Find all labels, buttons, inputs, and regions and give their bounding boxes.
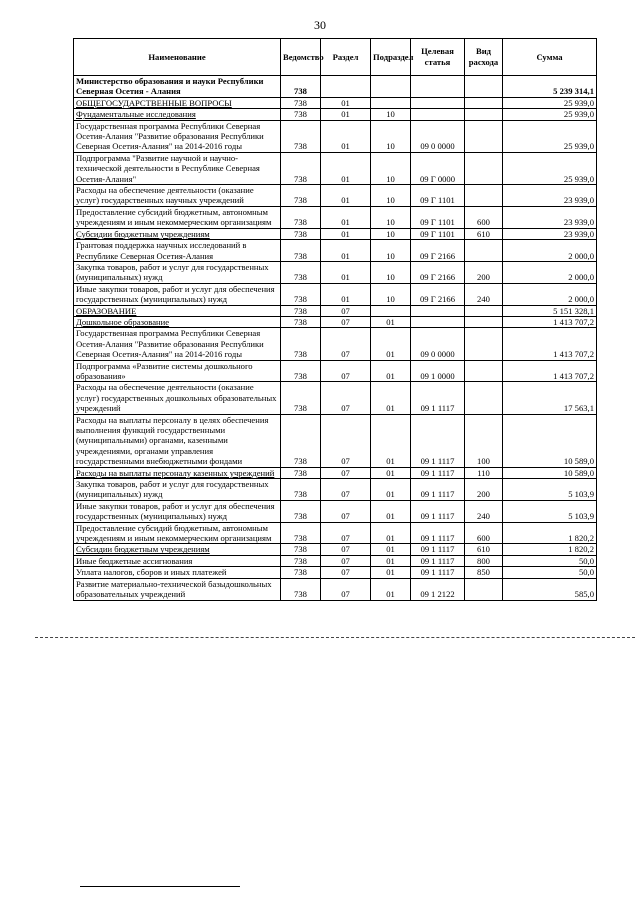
cell-name: Субсидии бюджетным учреждениям — [74, 544, 281, 555]
cell-dept: 738 — [281, 382, 321, 414]
cell-kind: 610 — [465, 228, 503, 239]
cell-subsection: 01 — [371, 316, 411, 327]
cell-sum: 23 939,0 — [503, 185, 597, 207]
cell-name: Дошкольное образование — [74, 316, 281, 327]
cell-subsection: 01 — [371, 500, 411, 522]
cell-target: 09 Г 2166 — [411, 240, 465, 262]
cell-name: Государственная программа Республики Северная Осетия-Алания "Развитие образования Республики Северная Осетия-Алания" на 2014-2016 годы — [74, 328, 281, 360]
cell-target: 09 0 0000 — [411, 120, 465, 152]
cell-sum: 23 939,0 — [503, 206, 597, 228]
cell-kind — [465, 97, 503, 108]
cell-kind — [465, 316, 503, 327]
cell-kind — [465, 120, 503, 152]
cell-target: 09 1 1117 — [411, 479, 465, 501]
cell-dept: 738 — [281, 522, 321, 544]
cell-subsection: 01 — [371, 479, 411, 501]
cell-name: Закупка товаров, работ и услуг для государственных (муниципальных) нужд — [74, 479, 281, 501]
cell-name: Иные закупки товаров, работ и услуг для обеспечения государственных (муниципальных) нужд — [74, 500, 281, 522]
cell-sum: 50,0 — [503, 567, 597, 578]
table-row — [74, 479, 597, 501]
header-section: Раздел — [321, 39, 371, 76]
cell-sum: 5 103,9 — [503, 500, 597, 522]
cell-section: 07 — [321, 544, 371, 555]
cell-dept: 738 — [281, 152, 321, 184]
cell-name: Государственная программа Республики Северная Осетия-Алания "Развитие образования Республики Северная Осетия-Алания" на 2014-2016 годы — [74, 120, 281, 152]
cell-name: Министерство образования и науки Республики Северная Осетия - Алания — [74, 76, 281, 98]
cell-kind — [465, 76, 503, 98]
cell-kind: 600 — [465, 206, 503, 228]
cell-section: 01 — [321, 152, 371, 184]
cell-kind — [465, 152, 503, 184]
cell-dept: 738 — [281, 97, 321, 108]
cell-target: 09 1 1117 — [411, 500, 465, 522]
cell-sum: 17 563,1 — [503, 382, 597, 414]
cell-section: 01 — [321, 206, 371, 228]
cell-kind — [465, 305, 503, 316]
cell-section: 07 — [321, 479, 371, 501]
cell-name: Грантовая поддержка научных исследований в Республике Северная Осетия-Алания — [74, 240, 281, 262]
cell-kind — [465, 185, 503, 207]
cell-target — [411, 76, 465, 98]
cell-sum: 10 589,0 — [503, 414, 597, 467]
cell-name: Уплата налогов, сборов и иных платежей — [74, 567, 281, 578]
cell-sum: 5 239 314,1 — [503, 76, 597, 98]
table-row — [74, 109, 597, 120]
cell-subsection: 10 — [371, 152, 411, 184]
table-row — [74, 283, 597, 305]
cell-kind: 240 — [465, 500, 503, 522]
table-row — [74, 261, 597, 283]
cell-sum: 25 939,0 — [503, 109, 597, 120]
cell-target: 09 Г 0000 — [411, 152, 465, 184]
cell-section — [321, 76, 371, 98]
cell-sum: 2 000,0 — [503, 261, 597, 283]
cell-dept: 738 — [281, 467, 321, 478]
cell-target: 09 1 1117 — [411, 567, 465, 578]
cell-subsection: 01 — [371, 567, 411, 578]
cell-kind — [465, 360, 503, 382]
cell-section: 07 — [321, 500, 371, 522]
cell-sum: 2 000,0 — [503, 240, 597, 262]
table-row — [74, 578, 597, 600]
cell-subsection: 01 — [371, 522, 411, 544]
cell-target: 09 Г 2166 — [411, 283, 465, 305]
table-row — [74, 185, 597, 207]
cell-name: Подпрограмма «Развитие системы дошкольного образования» — [74, 360, 281, 382]
header-dept: Ведомство — [281, 39, 321, 76]
cell-kind: 600 — [465, 522, 503, 544]
cell-name: Субсидии бюджетным учреждениям — [74, 228, 281, 239]
cell-subsection — [371, 76, 411, 98]
table-row — [74, 500, 597, 522]
cell-dept: 738 — [281, 76, 321, 98]
cell-kind — [465, 382, 503, 414]
cell-target: 09 Г 1101 — [411, 185, 465, 207]
cell-subsection: 10 — [371, 206, 411, 228]
page-number: 30 — [314, 18, 326, 32]
cell-dept: 738 — [281, 479, 321, 501]
table-row — [74, 360, 597, 382]
cell-sum: 50,0 — [503, 555, 597, 566]
cell-name: Иные закупки товаров, работ и услуг для обеспечения государственных (муниципальных) нужд — [74, 283, 281, 305]
cell-sum: 25 939,0 — [503, 152, 597, 184]
cell-sum: 1 413 707,2 — [503, 316, 597, 327]
cell-dept: 738 — [281, 567, 321, 578]
cell-kind — [465, 240, 503, 262]
cell-target: 09 Г 2166 — [411, 261, 465, 283]
cell-subsection: 10 — [371, 185, 411, 207]
cell-subsection: 01 — [371, 467, 411, 478]
cell-kind: 610 — [465, 544, 503, 555]
cell-subsection: 10 — [371, 283, 411, 305]
cell-dept: 738 — [281, 261, 321, 283]
cell-kind: 200 — [465, 261, 503, 283]
cell-kind: 240 — [465, 283, 503, 305]
table-row — [74, 316, 597, 327]
cell-kind: 800 — [465, 555, 503, 566]
cell-section: 01 — [321, 97, 371, 108]
cell-subsection: 10 — [371, 240, 411, 262]
cell-target: 09 1 1117 — [411, 382, 465, 414]
cell-target: 09 1 1117 — [411, 544, 465, 555]
cell-dept: 738 — [281, 283, 321, 305]
cell-target: 09 0 0000 — [411, 328, 465, 360]
table-row — [74, 467, 597, 478]
cell-subsection: 01 — [371, 555, 411, 566]
cell-subsection — [371, 97, 411, 108]
cell-target: 09 Г 1101 — [411, 206, 465, 228]
cell-section: 07 — [321, 522, 371, 544]
table-row — [74, 382, 597, 414]
cell-sum: 2 000,0 — [503, 283, 597, 305]
cell-sum: 5 151 328,1 — [503, 305, 597, 316]
cell-section: 01 — [321, 185, 371, 207]
cell-name: Расходы на обеспечение деятельности (оказание услуг) государственных дошкольных образовательных учреждений — [74, 382, 281, 414]
cell-section: 01 — [321, 109, 371, 120]
cell-kind: 200 — [465, 479, 503, 501]
table-row — [74, 240, 597, 262]
table-row — [74, 414, 597, 467]
cell-section: 07 — [321, 360, 371, 382]
budget-table — [73, 38, 597, 601]
cell-dept: 738 — [281, 240, 321, 262]
cell-dept: 738 — [281, 109, 321, 120]
cell-name: Предоставление субсидий бюджетным, автономным учреждениям и иным некоммерческим организациям — [74, 206, 281, 228]
cell-subsection: 01 — [371, 360, 411, 382]
header-sum: Сумма — [503, 39, 597, 76]
cell-target — [411, 109, 465, 120]
cell-name: Закупка товаров, работ и услуг для государственных (муниципальных) нужд — [74, 261, 281, 283]
cell-kind: 850 — [465, 567, 503, 578]
cell-name: Расходы на выплаты персоналу в целях обеспечения выполнения функций государственными (муниципальными) органами, казенными учреждениями, органами управления государственными внебюджетными фондами — [74, 414, 281, 467]
cell-section: 01 — [321, 120, 371, 152]
cell-sum: 25 939,0 — [503, 97, 597, 108]
cell-subsection: 01 — [371, 544, 411, 555]
cell-sum: 1 820,2 — [503, 544, 597, 555]
cell-kind: 100 — [465, 414, 503, 467]
cell-section: 07 — [321, 578, 371, 600]
cell-dept: 738 — [281, 305, 321, 316]
cell-subsection: 01 — [371, 578, 411, 600]
cell-subsection: 10 — [371, 228, 411, 239]
cell-section: 01 — [321, 261, 371, 283]
cell-dept: 738 — [281, 414, 321, 467]
cell-dept: 738 — [281, 185, 321, 207]
table-body — [74, 76, 597, 601]
cell-subsection: 01 — [371, 382, 411, 414]
table-row — [74, 152, 597, 184]
table-row — [74, 120, 597, 152]
cell-section: 07 — [321, 467, 371, 478]
footer-rule — [80, 886, 240, 887]
table-row — [74, 76, 597, 98]
cell-dept: 738 — [281, 544, 321, 555]
cell-name: Расходы на выплаты персоналу казенных учреждений — [74, 467, 281, 478]
cell-subsection: 10 — [371, 109, 411, 120]
cell-name: Расходы на обеспечение деятельности (оказание услуг) государственных научных учреждений — [74, 185, 281, 207]
cell-section: 01 — [321, 283, 371, 305]
cell-target — [411, 316, 465, 327]
table-row — [74, 522, 597, 544]
cell-name: Фундаментальные исследования — [74, 109, 281, 120]
cell-target: 09 1 1117 — [411, 467, 465, 478]
cell-section: 07 — [321, 316, 371, 327]
cell-target: 09 1 2122 — [411, 578, 465, 600]
scan-artifact-line — [35, 637, 635, 638]
table-row — [74, 555, 597, 566]
cell-sum: 1 413 707,2 — [503, 328, 597, 360]
cell-section: 07 — [321, 567, 371, 578]
cell-kind — [465, 328, 503, 360]
table-row — [74, 305, 597, 316]
table-row — [74, 328, 597, 360]
cell-section: 07 — [321, 555, 371, 566]
cell-sum: 1 820,2 — [503, 522, 597, 544]
cell-target: 09 1 0000 — [411, 360, 465, 382]
header-kind: Вид расхода — [465, 39, 503, 76]
cell-name: Предоставление субсидий бюджетным, автономным учреждениям и иным некоммерческим организациям — [74, 522, 281, 544]
table-row — [74, 97, 597, 108]
cell-name: Развитие материально-технической базыдошкольных образовательных учреждений — [74, 578, 281, 600]
cell-name: Подпрограмма "Развитие научной и научно-технической деятельности в Республике Северная Осетия-Алания" — [74, 152, 281, 184]
cell-name: ОБЩЕГОСУДАРСТВЕННЫЕ ВОПРОСЫ — [74, 97, 281, 108]
cell-dept: 738 — [281, 328, 321, 360]
cell-sum: 5 103,9 — [503, 479, 597, 501]
cell-sum: 1 413 707,2 — [503, 360, 597, 382]
cell-subsection: 10 — [371, 120, 411, 152]
header-subsection: Подраздел — [371, 39, 411, 76]
cell-kind — [465, 578, 503, 600]
cell-section: 07 — [321, 305, 371, 316]
cell-section: 07 — [321, 414, 371, 467]
cell-dept: 738 — [281, 316, 321, 327]
table-row — [74, 567, 597, 578]
cell-subsection: 10 — [371, 261, 411, 283]
cell-subsection: 01 — [371, 328, 411, 360]
cell-dept: 738 — [281, 206, 321, 228]
cell-section: 07 — [321, 382, 371, 414]
table-header-row — [74, 39, 597, 76]
cell-target — [411, 97, 465, 108]
header-target: Целевая статья — [411, 39, 465, 76]
cell-section: 01 — [321, 240, 371, 262]
cell-subsection — [371, 305, 411, 316]
cell-dept: 738 — [281, 228, 321, 239]
cell-target — [411, 305, 465, 316]
cell-dept: 738 — [281, 120, 321, 152]
table-row — [74, 206, 597, 228]
cell-subsection: 01 — [371, 414, 411, 467]
cell-name: Иные бюджетные ассигнования — [74, 555, 281, 566]
header-name: Наименование — [74, 39, 281, 76]
cell-dept: 738 — [281, 578, 321, 600]
cell-kind: 110 — [465, 467, 503, 478]
cell-sum: 10 589,0 — [503, 467, 597, 478]
cell-sum: 585,0 — [503, 578, 597, 600]
cell-target: 09 1 1117 — [411, 522, 465, 544]
cell-target: 09 Г 1101 — [411, 228, 465, 239]
cell-sum: 25 939,0 — [503, 120, 597, 152]
cell-dept: 738 — [281, 360, 321, 382]
table-row — [74, 544, 597, 555]
cell-dept: 738 — [281, 500, 321, 522]
cell-section: 07 — [321, 328, 371, 360]
cell-sum: 23 939,0 — [503, 228, 597, 239]
table-row — [74, 228, 597, 239]
cell-kind — [465, 109, 503, 120]
cell-dept: 738 — [281, 555, 321, 566]
cell-target: 09 1 1117 — [411, 555, 465, 566]
cell-name: ОБРАЗОВАНИЕ — [74, 305, 281, 316]
cell-section: 01 — [321, 228, 371, 239]
cell-target: 09 1 1117 — [411, 414, 465, 467]
